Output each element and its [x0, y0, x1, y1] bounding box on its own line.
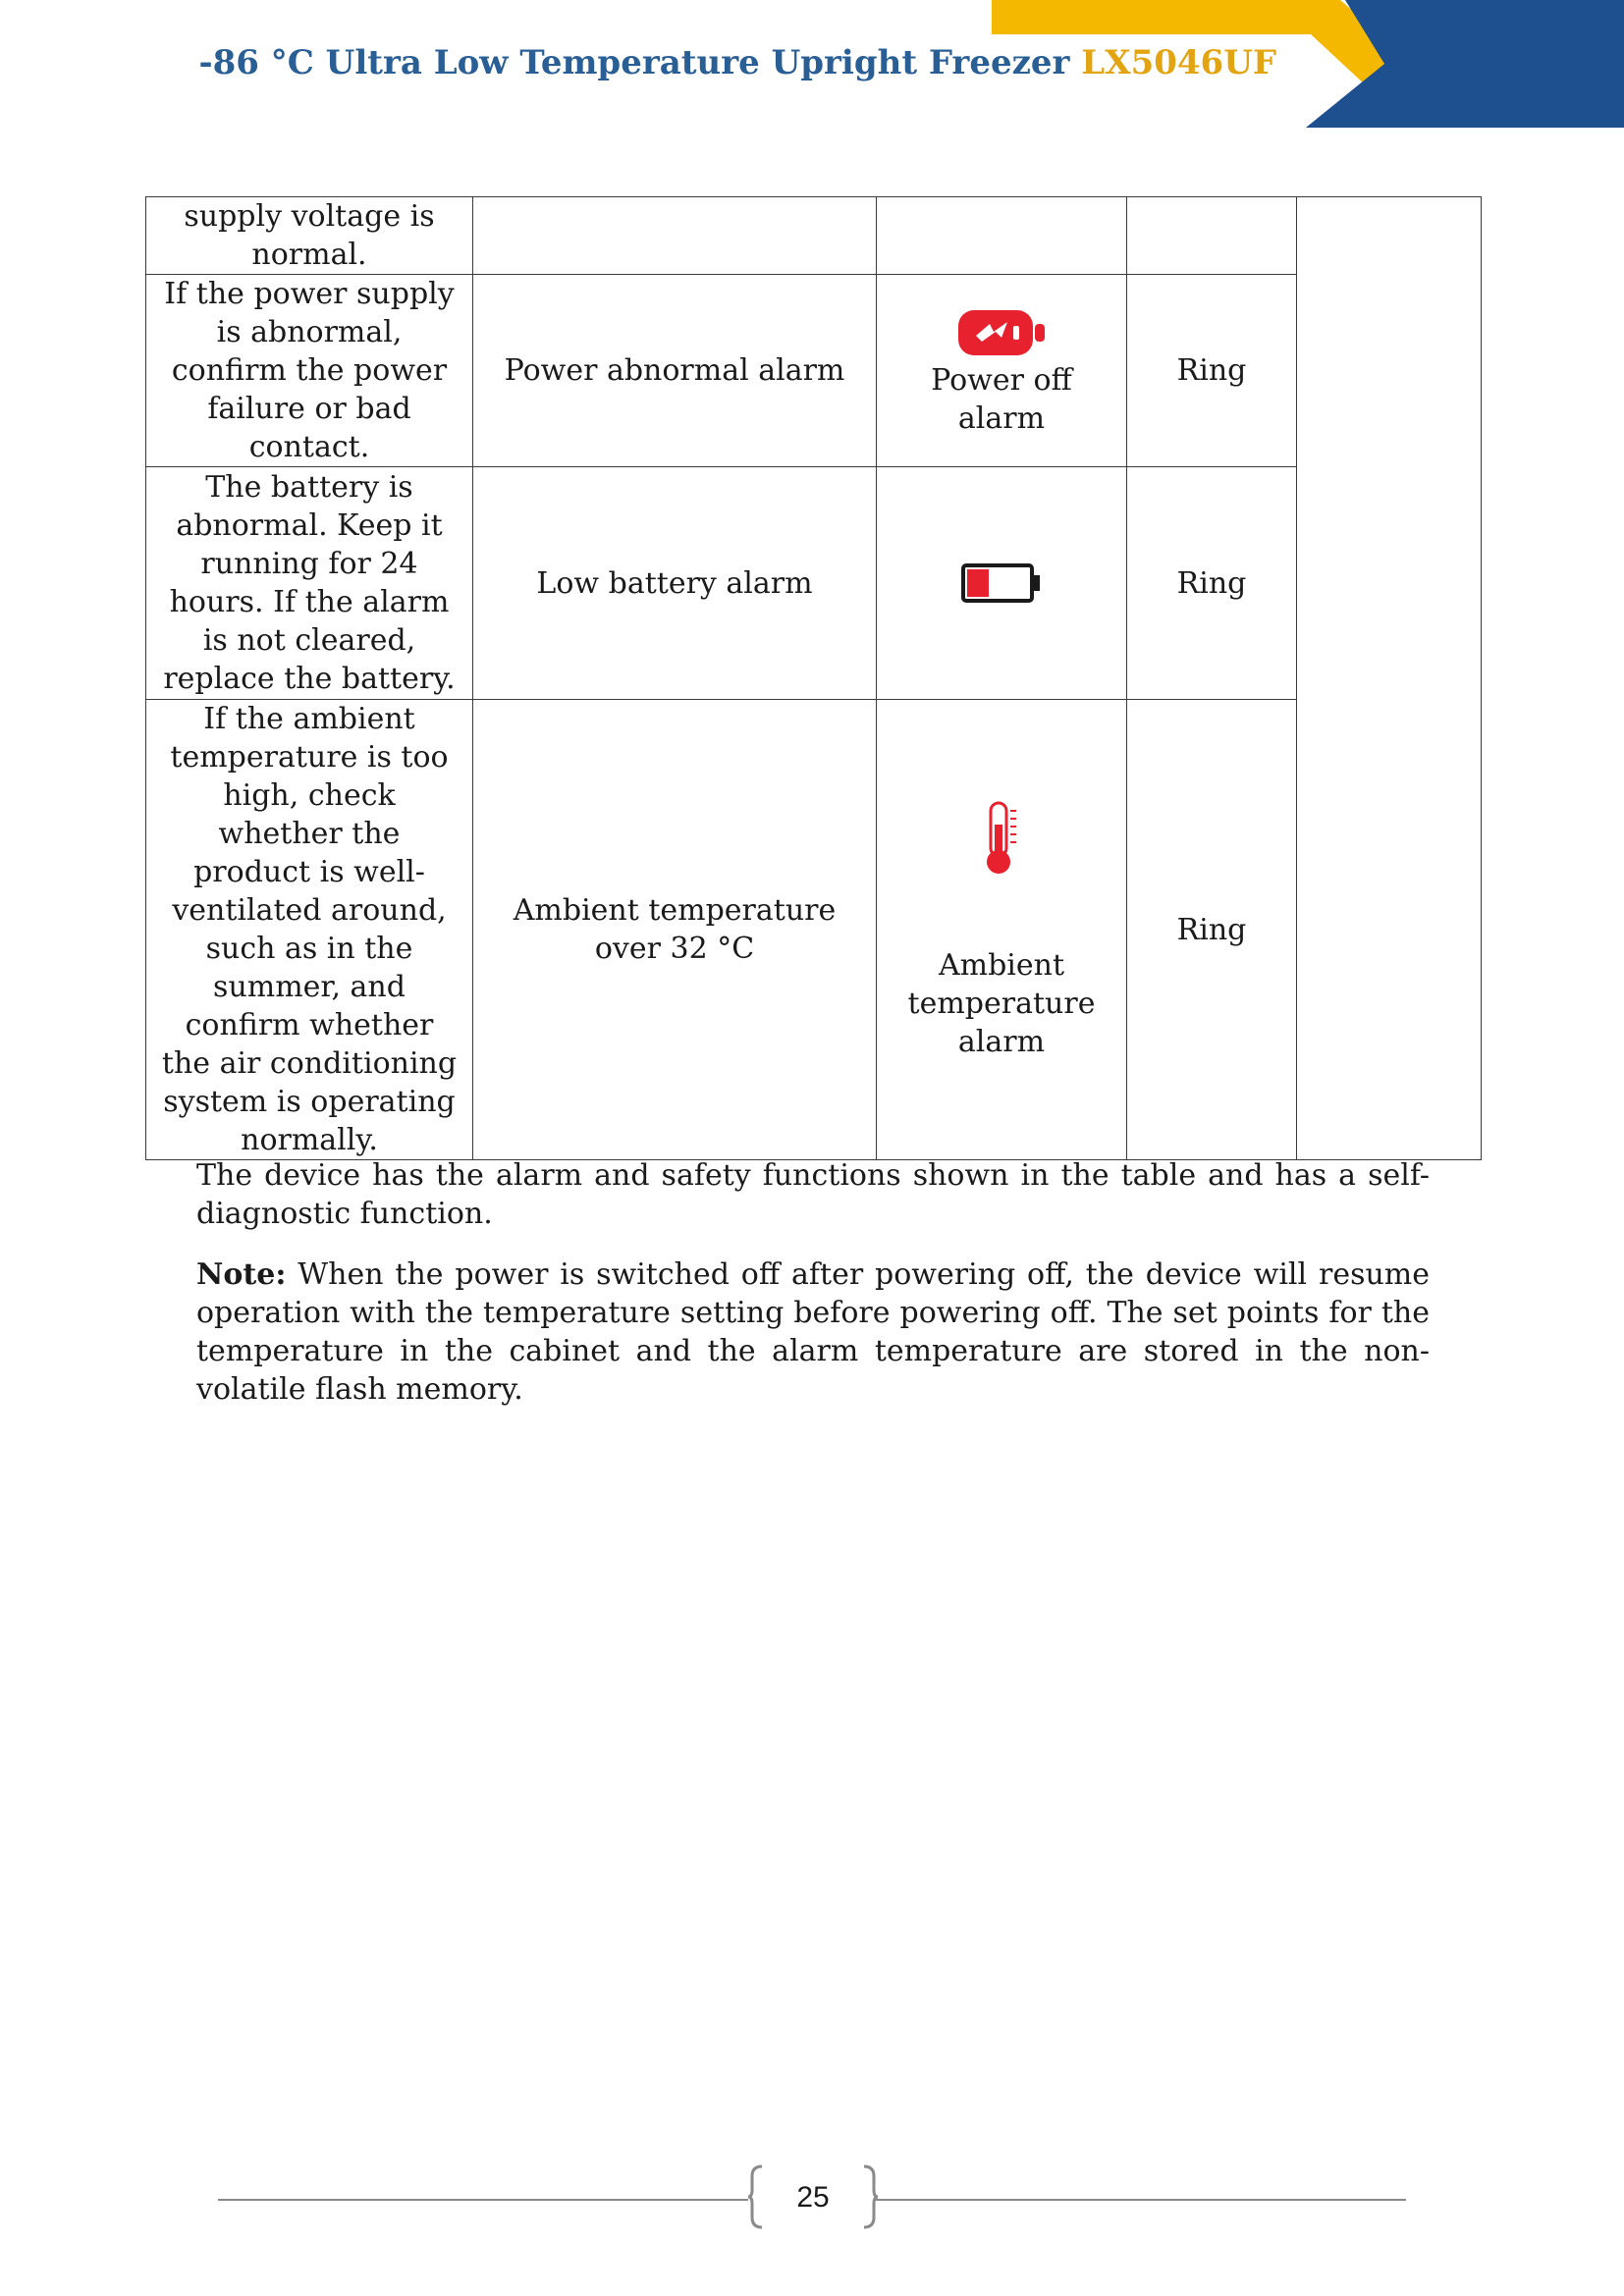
icon-cell [877, 700, 1127, 1160]
power-off-icon [954, 304, 1049, 361]
table-row [146, 275, 1482, 467]
alarm-table [145, 196, 1482, 1160]
intro-paragraph: The device has the alarm and safety functions shown in the table and has a self-diagnostic function. [196, 1158, 1430, 1231]
footer-rule-left [218, 2199, 748, 2201]
table-row [146, 467, 1482, 700]
sound-cell: Ring [1127, 467, 1297, 700]
description-cell: supply voltage is normal. [146, 197, 473, 275]
sound-cell [1127, 197, 1297, 275]
footer-rule-right [876, 2199, 1406, 2201]
icon-label: Power off alarm [931, 362, 1072, 436]
icon-cell [877, 275, 1127, 467]
alarm-cell: Power abnormal alarm [473, 275, 877, 467]
page-number: 25 [796, 2181, 830, 2214]
sound-cell: Ring [1127, 275, 1297, 467]
table-row [146, 700, 1482, 1160]
alarm-cell: Ambient temperature over 32 °C [473, 700, 877, 1160]
icon-cell [877, 197, 1127, 275]
note-label: Note: [196, 1257, 287, 1292]
note-paragraph [196, 1255, 1430, 1409]
alarm-cell: Low battery alarm [473, 467, 877, 700]
right-brace-icon [860, 2164, 880, 2229]
left-brace-icon [746, 2164, 766, 2229]
header-model-number: LX5046UF [1081, 43, 1276, 82]
header-title-main: -86 °C Ultra Low Temperature Upright Freezer [198, 43, 1082, 82]
thermometer-icon [977, 799, 1026, 878]
description-cell: If the power supply is abnormal, confirm the power failure or bad contact. [146, 275, 473, 467]
note-text: When the power is switched off after powering off, the device will resume operation with the temperature setting before powering off. The set points for the temperature in the cabinet and the alarm temperature are stored in the non-volatile flash memory. [196, 1257, 1430, 1407]
header-chevron-graphic [992, 0, 1624, 128]
icon-cell [877, 467, 1127, 700]
sound-cell: Ring [1127, 700, 1297, 1160]
table-row [146, 197, 1482, 275]
description-cell: The battery is abnormal. Keep it running for 24 hours. If the alarm is not cleared, replace the battery. [146, 467, 473, 700]
low-battery-icon [959, 561, 1044, 605]
icon-label: Ambient temperature alarm [907, 947, 1096, 1059]
alarm-cell [473, 197, 877, 275]
empty-merged-cell [1297, 197, 1482, 1160]
description-cell: If the ambient temperature is too high, check whether the product is well-ventilated around, such as in the summer, and confirm whether the air conditioning system is operating normally. [146, 700, 473, 1160]
